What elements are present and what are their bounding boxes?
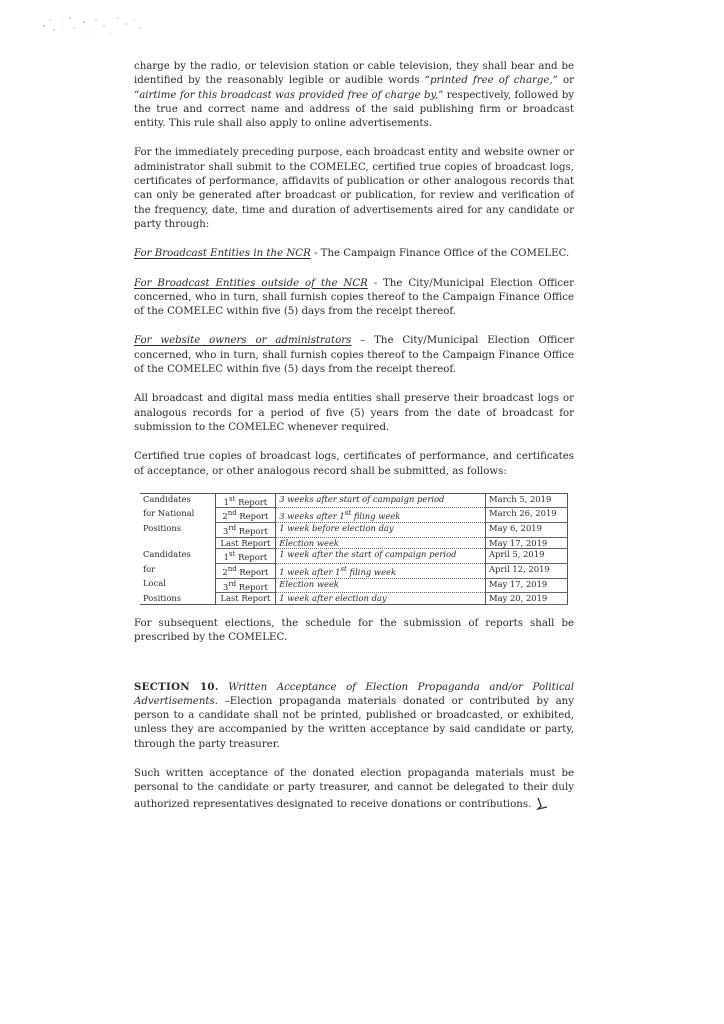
section-heading: Written Acceptance of Election Propaganda and/or Political Advertisements.	[134, 681, 574, 707]
paragraph-submission-purpose: For the immediately preceding purpose, each broadcast entity and website owner or administrator shall submit to the COMELEC, certified true copies of broadcast logs, certificates of performance, affidavits of publication or other analogous records that can only be generated after broadcast or publication, for review and verification of the frequency, date, time and duration of advertisements aired for any candidate or party through:	[134, 147, 574, 230]
table-row: Positions 3rd Report 1 week before election day May 6, 2019	[140, 523, 568, 538]
table-row: Local 3rd Report Election week May 17, 2019	[140, 578, 568, 593]
table-row: Last Report Election week May 17, 2019	[140, 537, 568, 549]
paragraph-ncr-entities: For Broadcast Entities in the NCR - The Campaign Finance Office of the COMELEC.	[134, 248, 570, 260]
document-page	[134, 60, 574, 812]
table-row: for 2nd Report 1 week after 1st filing week April 12, 2019	[140, 564, 568, 579]
scan-specks	[40, 12, 150, 42]
table-row: for National 2nd Report 3 weeks after 1st filing week March 26, 2019	[140, 508, 568, 523]
paragraph-written-acceptance: Such written acceptance of the donated election propaganda materials must be personal to the candidate or party treasurer, and cannot be delegated to their duly authorized representatives designated to receive donations or contributions.	[134, 768, 574, 810]
initial-mark	[535, 796, 551, 810]
paragraph-website-owners: For website owners or administrators – The City/Municipal Election Officer concerned, who in turn, shall furnish copies thereof to the Campaign Finance Office of the COMELEC within five (5) days from the receipt thereof.	[134, 335, 574, 376]
table-row: Candidates 1st Report 1 week after the start of campaign period April 5, 2019	[140, 549, 568, 564]
paragraph-preserve-logs: All broadcast and digital mass media entities shall preserve their broadcast logs or analogous records for a period of five (5) years from the date of broadcast for submission to the COMELEC whenever required.	[134, 393, 574, 433]
section-10-paragraph: SECTION 10. Written Acceptance of Election Propaganda and/or Political Advertisements. –Election propaganda materials donated or contributed by any person to a candidate shall not be printed, published or broadcasted, or exhibited, unless they are accompanied by the written acceptance by said candidate or party, through the party treasurer.	[134, 680, 574, 750]
paragraph-free-of-charge: charge by the radio, or television station or cable television, they shall bear and be identified by the reasonably legible or audible words “printed free of charge,” or “airtime for this broadcast was provided free of charge by,” respectively, followed by the true and correct name and address of the said publishing firm or broadcast entity. This rule shall also apply to online advertisements.	[134, 61, 574, 130]
paragraph-subsequent-elections: For subsequent elections, the schedule for the submission of reports shall be prescribed by the COMELEC.	[134, 617, 574, 644]
paragraph-outside-ncr: For Broadcast Entities outside of the NCR - The City/Municipal Election Officer concerned, who in turn, shall furnish copies thereof to the Campaign Finance Office of the COMELEC within five (5) days from the receipt thereof.	[134, 277, 574, 318]
table-row: Candidates 1st Report 3 weeks after start of campaign period March 5, 2019	[140, 493, 568, 508]
report-schedule-table	[140, 493, 568, 605]
section-number: SECTION 10.	[134, 680, 219, 693]
table-row: Positions Last Report 1 week after election day May 20, 2019	[140, 593, 568, 605]
paragraph-certified-copies: Certified true copies of broadcast logs, certificates of performance, and certificates of acceptance, or other analogous record shall be submitted, as follows:	[134, 451, 574, 477]
